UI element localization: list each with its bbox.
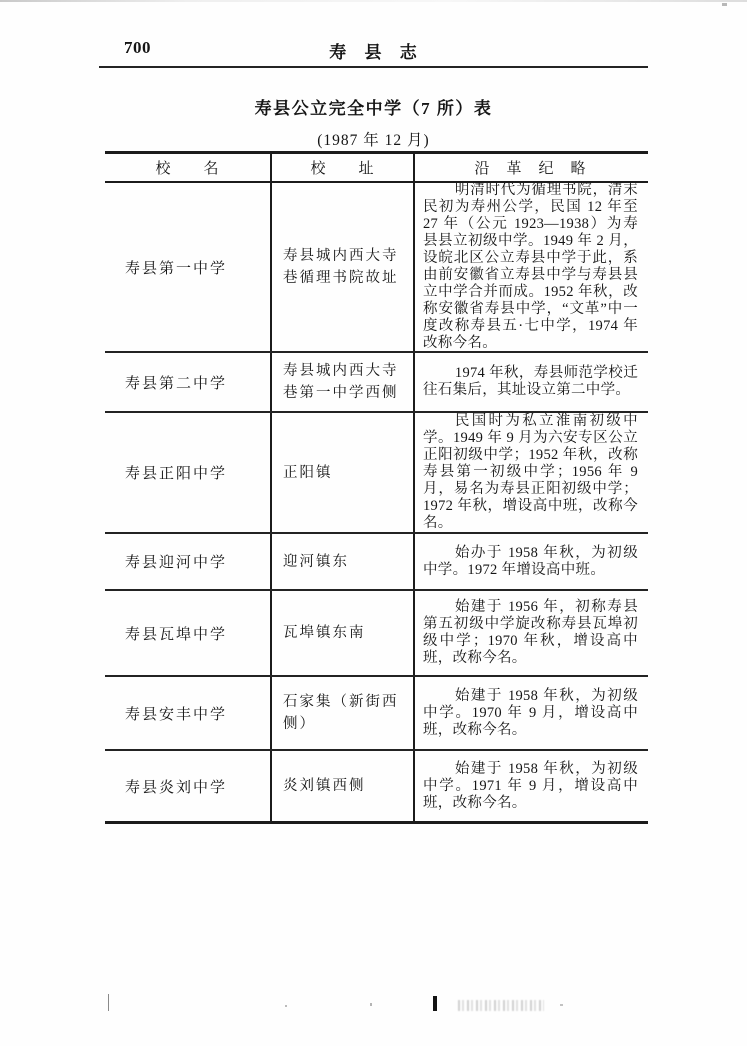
school-address: 寿县城内西大寺巷循理书院故址 — [283, 248, 399, 286]
school-address: 寿县城内西大寺巷第一中学西侧 — [283, 363, 399, 401]
scan-edge-artifact — [0, 0, 747, 2]
school-name: 寿县炎刘中学 — [125, 779, 228, 796]
book-title: 寿 县 志 — [329, 43, 424, 62]
scan-artifact-smudge — [458, 1000, 544, 1011]
school-name: 寿县瓦埠中学 — [125, 626, 228, 643]
header-rule — [99, 66, 648, 68]
school-address: 瓦埠镇东南 — [283, 625, 366, 641]
table-row — [105, 413, 648, 534]
school-history: 始建于 1958 年秋，为初级中学。1970 年 9 月，增设高中班，改称今名。 — [423, 687, 638, 738]
table-title: 寿县公立完全中学（7 所）表 — [254, 99, 493, 118]
scan-artifact-bar — [433, 996, 437, 1011]
table-subtitle: (1987 年 12 月) — [317, 132, 430, 149]
scan-artifact-dot — [285, 1005, 287, 1007]
school-name: 寿县正阳中学 — [125, 466, 228, 482]
school-history: 1974 年秋，寿县师范学校迁往石集后，其址设立第二中学。 — [423, 365, 638, 398]
column-header-school-name: 校 名 — [105, 154, 272, 181]
school-name: 寿县安丰中学 — [125, 706, 228, 723]
scan-artifact-dot — [370, 1003, 372, 1006]
school-address: 正阳镇 — [283, 464, 333, 481]
table-header-row — [105, 154, 648, 183]
scan-speck-artifact — [722, 3, 727, 6]
table-row — [105, 677, 648, 751]
scan-artifact-tick — [108, 994, 109, 1011]
school-name: 寿县迎河中学 — [125, 555, 228, 571]
schools-table — [105, 151, 648, 824]
school-name: 寿县第一中学 — [125, 260, 228, 277]
scan-artifact-dot — [560, 1004, 563, 1006]
column-header-school-address: 校 址 — [272, 154, 415, 181]
table-row — [105, 353, 648, 413]
school-history: 始办于 1958 年秋，为初级中学。1972 年增设高中班。 — [423, 544, 638, 578]
column-header-history: 沿 革 纪 略 — [474, 161, 587, 177]
school-address: 石家集（新街西侧） — [283, 694, 399, 732]
school-address: 炎刘镇西侧 — [283, 778, 366, 794]
table-row — [105, 751, 648, 821]
table-row — [105, 183, 648, 353]
page-number: 700 — [124, 38, 151, 57]
school-history: 民国时为私立淮南初级中学。1949 年 9 月为六安专区公立正阳初级中学；1952 年秋，改称寿县第一初级中学；1956 年 9 月，易名为寿县正阳初级中学；1972 年秋，增设高中班，改称今名。 — [423, 413, 638, 531]
school-history: 始建于 1958 年秋，为初级中学。1971 年 9 月，增设高中班，改称今名。 — [423, 760, 638, 811]
school-name: 寿县第二中学 — [125, 375, 228, 392]
school-history: 明清时代为循理书院，清末民初为寿州公学，民国 12 年至 27 年（公元 1923—1938）为寿县县立初级中学。1949 年 2 月，设皖北区公立寿县中学于此，系由前安徽省立寿县中学与寿县县立中学合并而成。1952 年秋，改称安徽省寿县中学，“文革”中一度改称寿县五·七中学，1974 年改称今名。 — [423, 183, 638, 351]
running-header — [105, 38, 648, 60]
table-row — [105, 591, 648, 677]
school-history: 始建于 1956 年，初称寿县第五初级中学旋改称寿县瓦埠初级中学；1970 年秋，增设高中班，改称今名。 — [423, 599, 638, 666]
table-row — [105, 534, 648, 591]
school-address: 迎河镇东 — [283, 553, 349, 570]
